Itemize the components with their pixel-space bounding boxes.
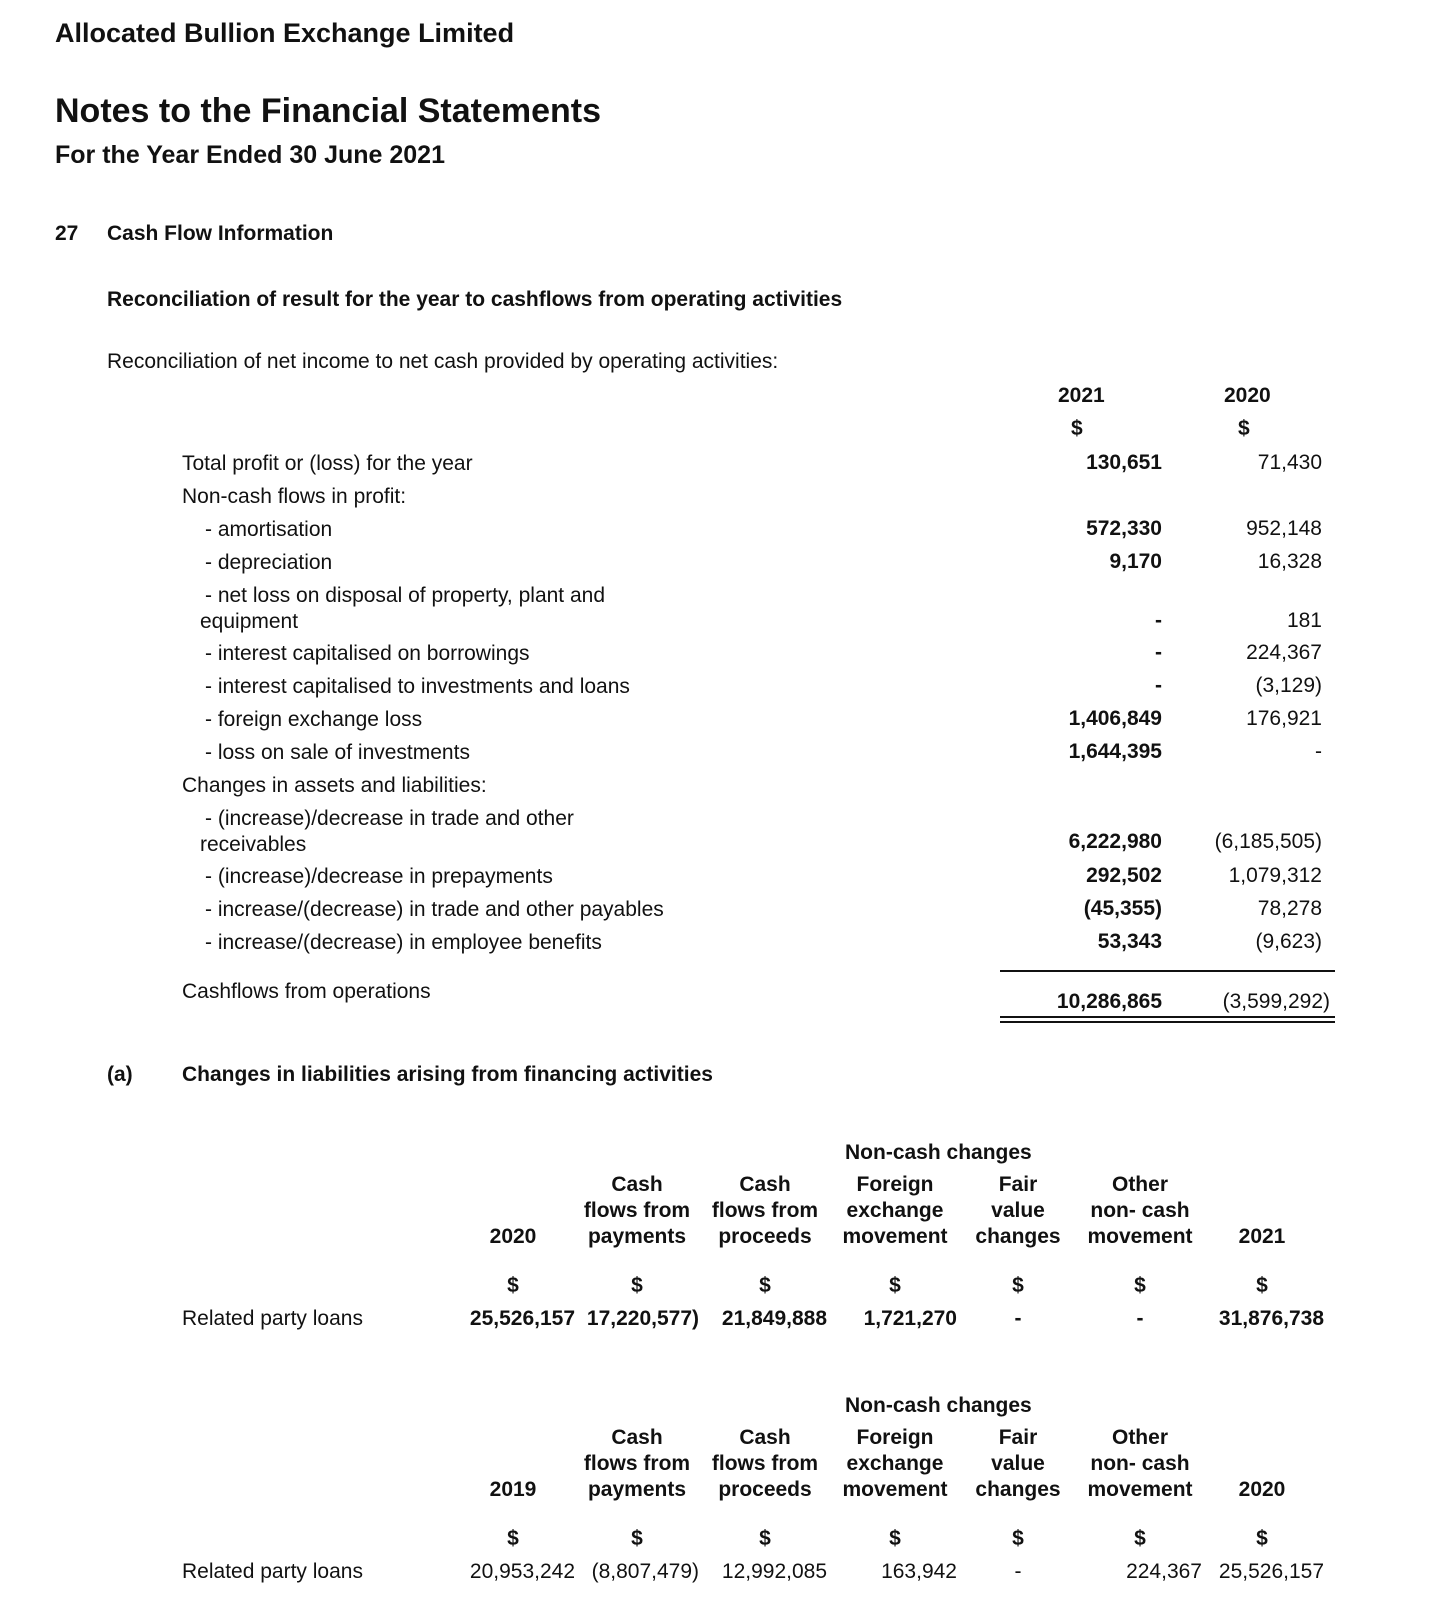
financing-col-header-line: flows from [583, 1452, 691, 1475]
reconciliation-row-label: - (increase)/decrease in trade and other [205, 807, 574, 830]
financing-value: - [1136, 1307, 1144, 1330]
financing-col-header-line: Foreign [856, 1426, 934, 1449]
value-2021: - [1155, 609, 1162, 632]
financing-col-header [830, 1172, 960, 1250]
financing-value: (8,807,479) [591, 1560, 699, 1583]
financing-currency: $ [631, 1527, 643, 1550]
reconciliation-heading: Reconciliation of result for the year to cashflows from operating activities [107, 288, 843, 311]
financing-col-header-line: changes [975, 1225, 1061, 1248]
value-2020: 78,278 [1257, 897, 1322, 920]
reconciliation-row-label: - increase/(decrease) in employee benefits [205, 931, 602, 954]
financing-col-header-line: value [991, 1199, 1045, 1222]
financing-col-header-line: payments [587, 1225, 687, 1248]
reconciliation-row-label: - net loss on disposal of property, plant and [205, 584, 606, 607]
financing-col-header-line: movement [842, 1478, 948, 1501]
financing-col-header-line: exchange [846, 1199, 944, 1222]
reconciliation-intro: Reconciliation of net income to net cash provided by operating activities: [107, 350, 779, 373]
page-title: Notes to the Financial Statements [55, 92, 601, 130]
financing-value: 21,849,888 [721, 1307, 827, 1330]
financing-col-header-line: Other [1111, 1173, 1168, 1196]
financing-value: 31,876,738 [1218, 1307, 1324, 1330]
financing-col-header-line: proceeds [718, 1478, 812, 1501]
subtotal-rule [1000, 970, 1335, 972]
financing-col-header-line: movement [1087, 1225, 1193, 1248]
total-label: Cashflows from operations [182, 980, 431, 1003]
value-2020: 71,430 [1257, 451, 1322, 474]
financing-col-header [1075, 1172, 1205, 1250]
financing-col-header [830, 1425, 960, 1503]
value-2021: 1,644,395 [1068, 740, 1162, 763]
value-2021: 1,406,849 [1068, 707, 1162, 730]
financing-row-label: Related party loans [182, 1307, 363, 1330]
page-subtitle: For the Year Ended 30 June 2021 [55, 141, 445, 169]
financing-col-header [953, 1425, 1083, 1503]
reconciliation-row-label-cont: equipment [200, 610, 299, 633]
reconciliation-row-label: Changes in assets and liabilities: [182, 774, 487, 797]
value-2020: 952,148 [1246, 517, 1322, 540]
financing-col-header [1197, 1224, 1327, 1250]
financing-col-header [572, 1172, 702, 1250]
reconciliation-row-label: - loss on sale of investments [205, 741, 470, 764]
financing-col-header [448, 1477, 578, 1503]
value-2021: 9,170 [1109, 550, 1162, 573]
financing-col-header-line: Foreign [856, 1173, 934, 1196]
reconciliation-row-label: - depreciation [205, 551, 333, 574]
financing-col-header-line: non- cash [1090, 1199, 1190, 1222]
financing-currency: $ [759, 1274, 771, 1297]
financing-col-header-line: 2020 [489, 1225, 537, 1248]
value-2021: 53,343 [1097, 930, 1162, 953]
financing-currency: $ [889, 1527, 901, 1550]
reconciliation-row-label: - foreign exchange loss [205, 708, 423, 731]
financing-value: 25,526,157 [469, 1307, 575, 1330]
financing-col-header-line: exchange [846, 1452, 944, 1475]
financing-currency: $ [507, 1274, 519, 1297]
value-2020: 1,079,312 [1228, 864, 1322, 887]
financing-col-header-line: proceeds [718, 1225, 812, 1248]
financing-row-label: Related party loans [182, 1560, 363, 1583]
financing-col-header-line: 2019 [489, 1478, 537, 1501]
financing-col-header [700, 1172, 830, 1250]
reconciliation-row-label: - interest capitalised on borrowings [205, 642, 530, 665]
reconciliation-row-label: Total profit or (loss) for the year [182, 452, 473, 475]
reconciliation-row-label: - (increase)/decrease in prepayments [205, 865, 553, 888]
financing-currency: $ [759, 1527, 771, 1550]
currency-2021: $ [1071, 417, 1083, 440]
financing-col-header-line: Cash [739, 1173, 791, 1196]
value-2020: - [1315, 740, 1322, 763]
reconciliation-row-label-cont: receivables [200, 833, 307, 856]
value-2021: 572,330 [1086, 517, 1162, 540]
value-2020: 181 [1286, 609, 1322, 632]
section-a-marker: (a) [107, 1063, 133, 1086]
financing-value: 12,992,085 [721, 1560, 827, 1583]
value-2020: 176,921 [1246, 707, 1322, 730]
financing-col-header-line: Cash [611, 1426, 663, 1449]
currency-2020: $ [1238, 417, 1250, 440]
value-2021: 292,502 [1086, 864, 1162, 887]
financing-col-header-line: 2020 [1238, 1478, 1286, 1501]
note-title: Cash Flow Information [107, 222, 334, 245]
section-a-title: Changes in liabilities arising from financing activities [182, 1063, 713, 1086]
financing-col-header-line: movement [1087, 1478, 1193, 1501]
financing-value: 25,526,157 [1218, 1560, 1324, 1583]
value-2021: - [1155, 641, 1162, 664]
financing-currency: $ [1256, 1274, 1268, 1297]
value-2020: 16,328 [1257, 550, 1322, 573]
financing-col-header-line: payments [587, 1478, 687, 1501]
financing-col-header [700, 1425, 830, 1503]
financing-currency: $ [631, 1274, 643, 1297]
financing-value: 20,953,242 [469, 1560, 575, 1583]
financing-col-header-line: Cash [611, 1173, 663, 1196]
financing-col-header [953, 1172, 1083, 1250]
financing-currency: $ [1256, 1527, 1268, 1550]
total-double-rule-top [1000, 1016, 1335, 1018]
company-name: Allocated Bullion Exchange Limited [55, 18, 515, 48]
financing-currency: $ [1012, 1527, 1024, 1550]
value-2021: 6,222,980 [1068, 830, 1162, 853]
value-2020: (3,129) [1255, 674, 1322, 697]
reconciliation-row-label: Non-cash flows in profit: [182, 485, 407, 508]
financing-col-header [1075, 1425, 1205, 1503]
financing-value: - [1014, 1560, 1022, 1583]
total-double-rule-bottom [1000, 1021, 1335, 1023]
financing-col-header-line: Cash [739, 1426, 791, 1449]
total-2021: 10,286,865 [1056, 990, 1162, 1013]
financing-value: 1,721,270 [863, 1307, 957, 1330]
financing-currency: $ [1134, 1274, 1146, 1297]
financing-col-header-line: value [991, 1452, 1045, 1475]
financing-currency: $ [1134, 1527, 1146, 1550]
reconciliation-row-label: - amortisation [205, 518, 333, 541]
value-2020: 224,367 [1246, 641, 1322, 664]
financing-currency: $ [889, 1274, 901, 1297]
noncash-changes-label: Non-cash changes [845, 1141, 1032, 1164]
financing-value: 224,367 [1126, 1560, 1202, 1583]
col-header-2020: 2020 [1224, 384, 1271, 407]
noncash-changes-label: Non-cash changes [845, 1394, 1032, 1417]
reconciliation-row-label: - interest capitalised to investments and loans [205, 675, 630, 698]
value-2021: 130,651 [1086, 451, 1162, 474]
value-2021: (45,355) [1083, 897, 1162, 920]
financing-col-header-line: Fair [998, 1426, 1038, 1449]
total-2020: (3,599,292) [1222, 990, 1330, 1013]
financing-col-header-line: Other [1111, 1426, 1168, 1449]
note-number: 27 [55, 222, 79, 245]
financing-col-header-line: movement [842, 1225, 948, 1248]
reconciliation-row-label: - increase/(decrease) in trade and other payables [205, 898, 664, 921]
value-2020: (9,623) [1255, 930, 1322, 953]
financing-value: - [1014, 1307, 1022, 1330]
financing-col-header-line: non- cash [1090, 1452, 1190, 1475]
financing-col-header-line: flows from [711, 1199, 819, 1222]
financing-currency: $ [1012, 1274, 1024, 1297]
value-2021: - [1155, 674, 1162, 697]
financing-col-header-line: changes [975, 1478, 1061, 1501]
value-2020: (6,185,505) [1214, 830, 1322, 853]
financing-col-header [448, 1224, 578, 1250]
financing-col-header [572, 1425, 702, 1503]
financing-col-header-line: flows from [583, 1199, 691, 1222]
financing-col-header [1197, 1477, 1327, 1503]
financing-col-header-line: 2021 [1238, 1225, 1286, 1248]
financing-value: 17,220,577) [586, 1307, 699, 1330]
financing-value: 163,942 [881, 1560, 957, 1583]
financing-col-header-line: Fair [998, 1173, 1038, 1196]
col-header-2021: 2021 [1058, 384, 1105, 407]
financing-col-header-line: flows from [711, 1452, 819, 1475]
financing-currency: $ [507, 1527, 519, 1550]
